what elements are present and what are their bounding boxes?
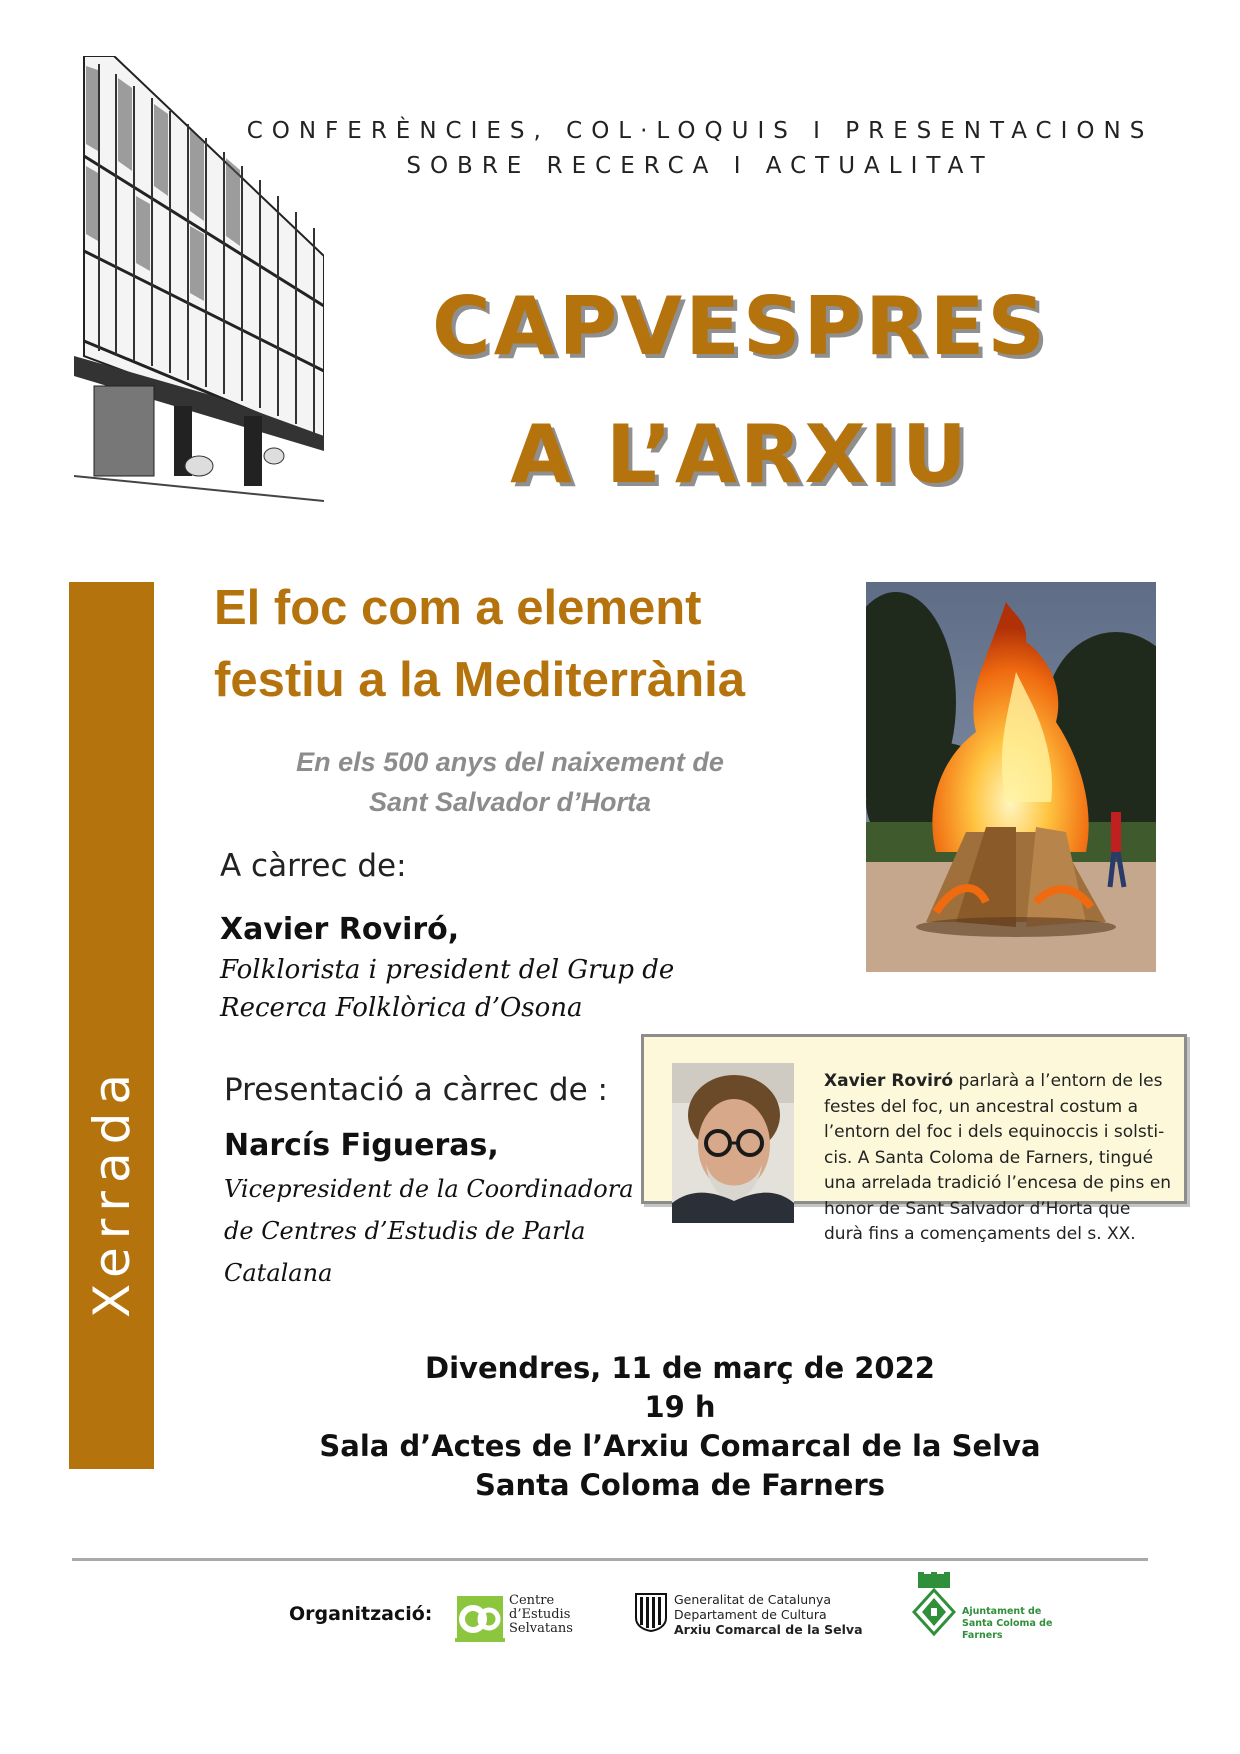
logo-centre-estudis-selvatans <box>455 1590 575 1646</box>
event-date: Divendres, 11 de març de 2022 <box>425 1351 935 1385</box>
speaker-name: Xavier Roviró, <box>220 912 460 947</box>
ajuntament-line1: Ajuntament de <box>962 1606 1042 1617</box>
speaker-bio-text <box>824 1069 1172 1248</box>
talk-title-line1: El foc com a element <box>214 581 702 635</box>
series-title-line2: A L’ARXIU <box>510 408 970 501</box>
ces-logo-icon <box>455 1594 505 1644</box>
bio-line4: cis. A Santa Coloma de Farners, tingué <box>824 1147 1154 1168</box>
bio-line1 <box>824 1069 1172 1095</box>
event-time: 19 h <box>644 1390 716 1424</box>
speaker-bio-box <box>641 1034 1187 1244</box>
presenter-role-line3: Catalana <box>224 1259 333 1287</box>
logo-generalitat-catalunya <box>634 1590 864 1640</box>
bio-line1-rest: parlarà a l’entorn de les <box>953 1071 1163 1091</box>
talk-subtitle-line1: En els 500 anys del naixement de <box>296 747 724 777</box>
talk-subtitle-line2: Sant Salvador d’Horta <box>368 787 652 817</box>
presenter-name: Narcís Figueras, <box>224 1128 499 1163</box>
generalitat-line2: Departament de Cultura <box>674 1607 827 1622</box>
bio-line7: durà fins a començaments del s. XX. <box>824 1224 1136 1244</box>
event-venue: Sala d’Actes de l’Arxiu Comarcal de la Selva <box>319 1429 1041 1463</box>
bio-line6: honor de Sant Salvador d’Horta que <box>824 1198 1131 1219</box>
speaker-portrait <box>672 1063 794 1223</box>
series-title-line1: CAPVESPRES <box>432 280 1048 373</box>
presenter-role-line1: Vicepresident de la Coordinadora <box>224 1175 634 1203</box>
presenter-role-line2: de Centres d’Estudis de Parla <box>224 1217 586 1245</box>
bonfire-photo <box>866 582 1156 972</box>
presenter-intro: Presentació a càrrec de : <box>224 1072 608 1108</box>
series-tagline-line1: CONFERÈNCIES, COL·LOQUIS I PRESENTACIONS <box>246 118 1154 144</box>
ajuntament-crest-icon <box>912 1572 956 1644</box>
xerrada-sidebar <box>69 582 154 1469</box>
xerrada-label: Xerrada <box>82 1065 141 1319</box>
ces-line2: d’Estudis <box>509 1607 571 1622</box>
bio-line3: l’entorn del foc i dels equinoccis i solsti- <box>824 1122 1165 1142</box>
speaker-intro: A càrrec de: <box>220 848 407 884</box>
logo-ajuntament-santa-coloma <box>912 1572 1062 1644</box>
series-tagline-line2: SOBRE RECERCA I ACTUALITAT <box>406 153 994 179</box>
organization-label: Organització: <box>289 1603 433 1625</box>
speaker-role-line1: Folklorista i president del Grup de <box>220 955 675 985</box>
speaker-role-line2: Recerca Folklòrica d’Osona <box>220 993 583 1023</box>
footer-divider <box>72 1558 1148 1561</box>
bio-line5: una arrelada tradició l’encesa de pins en <box>824 1173 1172 1193</box>
bio-speaker-name: Xavier Roviró <box>824 1071 954 1091</box>
ajuntament-line2: Santa Coloma de Farners <box>962 1618 1053 1641</box>
ces-line3: Selvatans <box>509 1621 573 1636</box>
bio-line2: festes del foc, un ancestral costum a <box>824 1096 1139 1117</box>
event-city: Santa Coloma de Farners <box>475 1468 885 1502</box>
generalitat-line3: Arxiu Comarcal de la Selva <box>674 1622 863 1637</box>
generalitat-line1: Generalitat de Catalunya <box>674 1592 832 1607</box>
talk-title-line2: festiu a la Mediterrània <box>214 653 746 707</box>
ces-line1: Centre <box>509 1593 555 1608</box>
generalitat-shield-icon <box>634 1592 668 1632</box>
